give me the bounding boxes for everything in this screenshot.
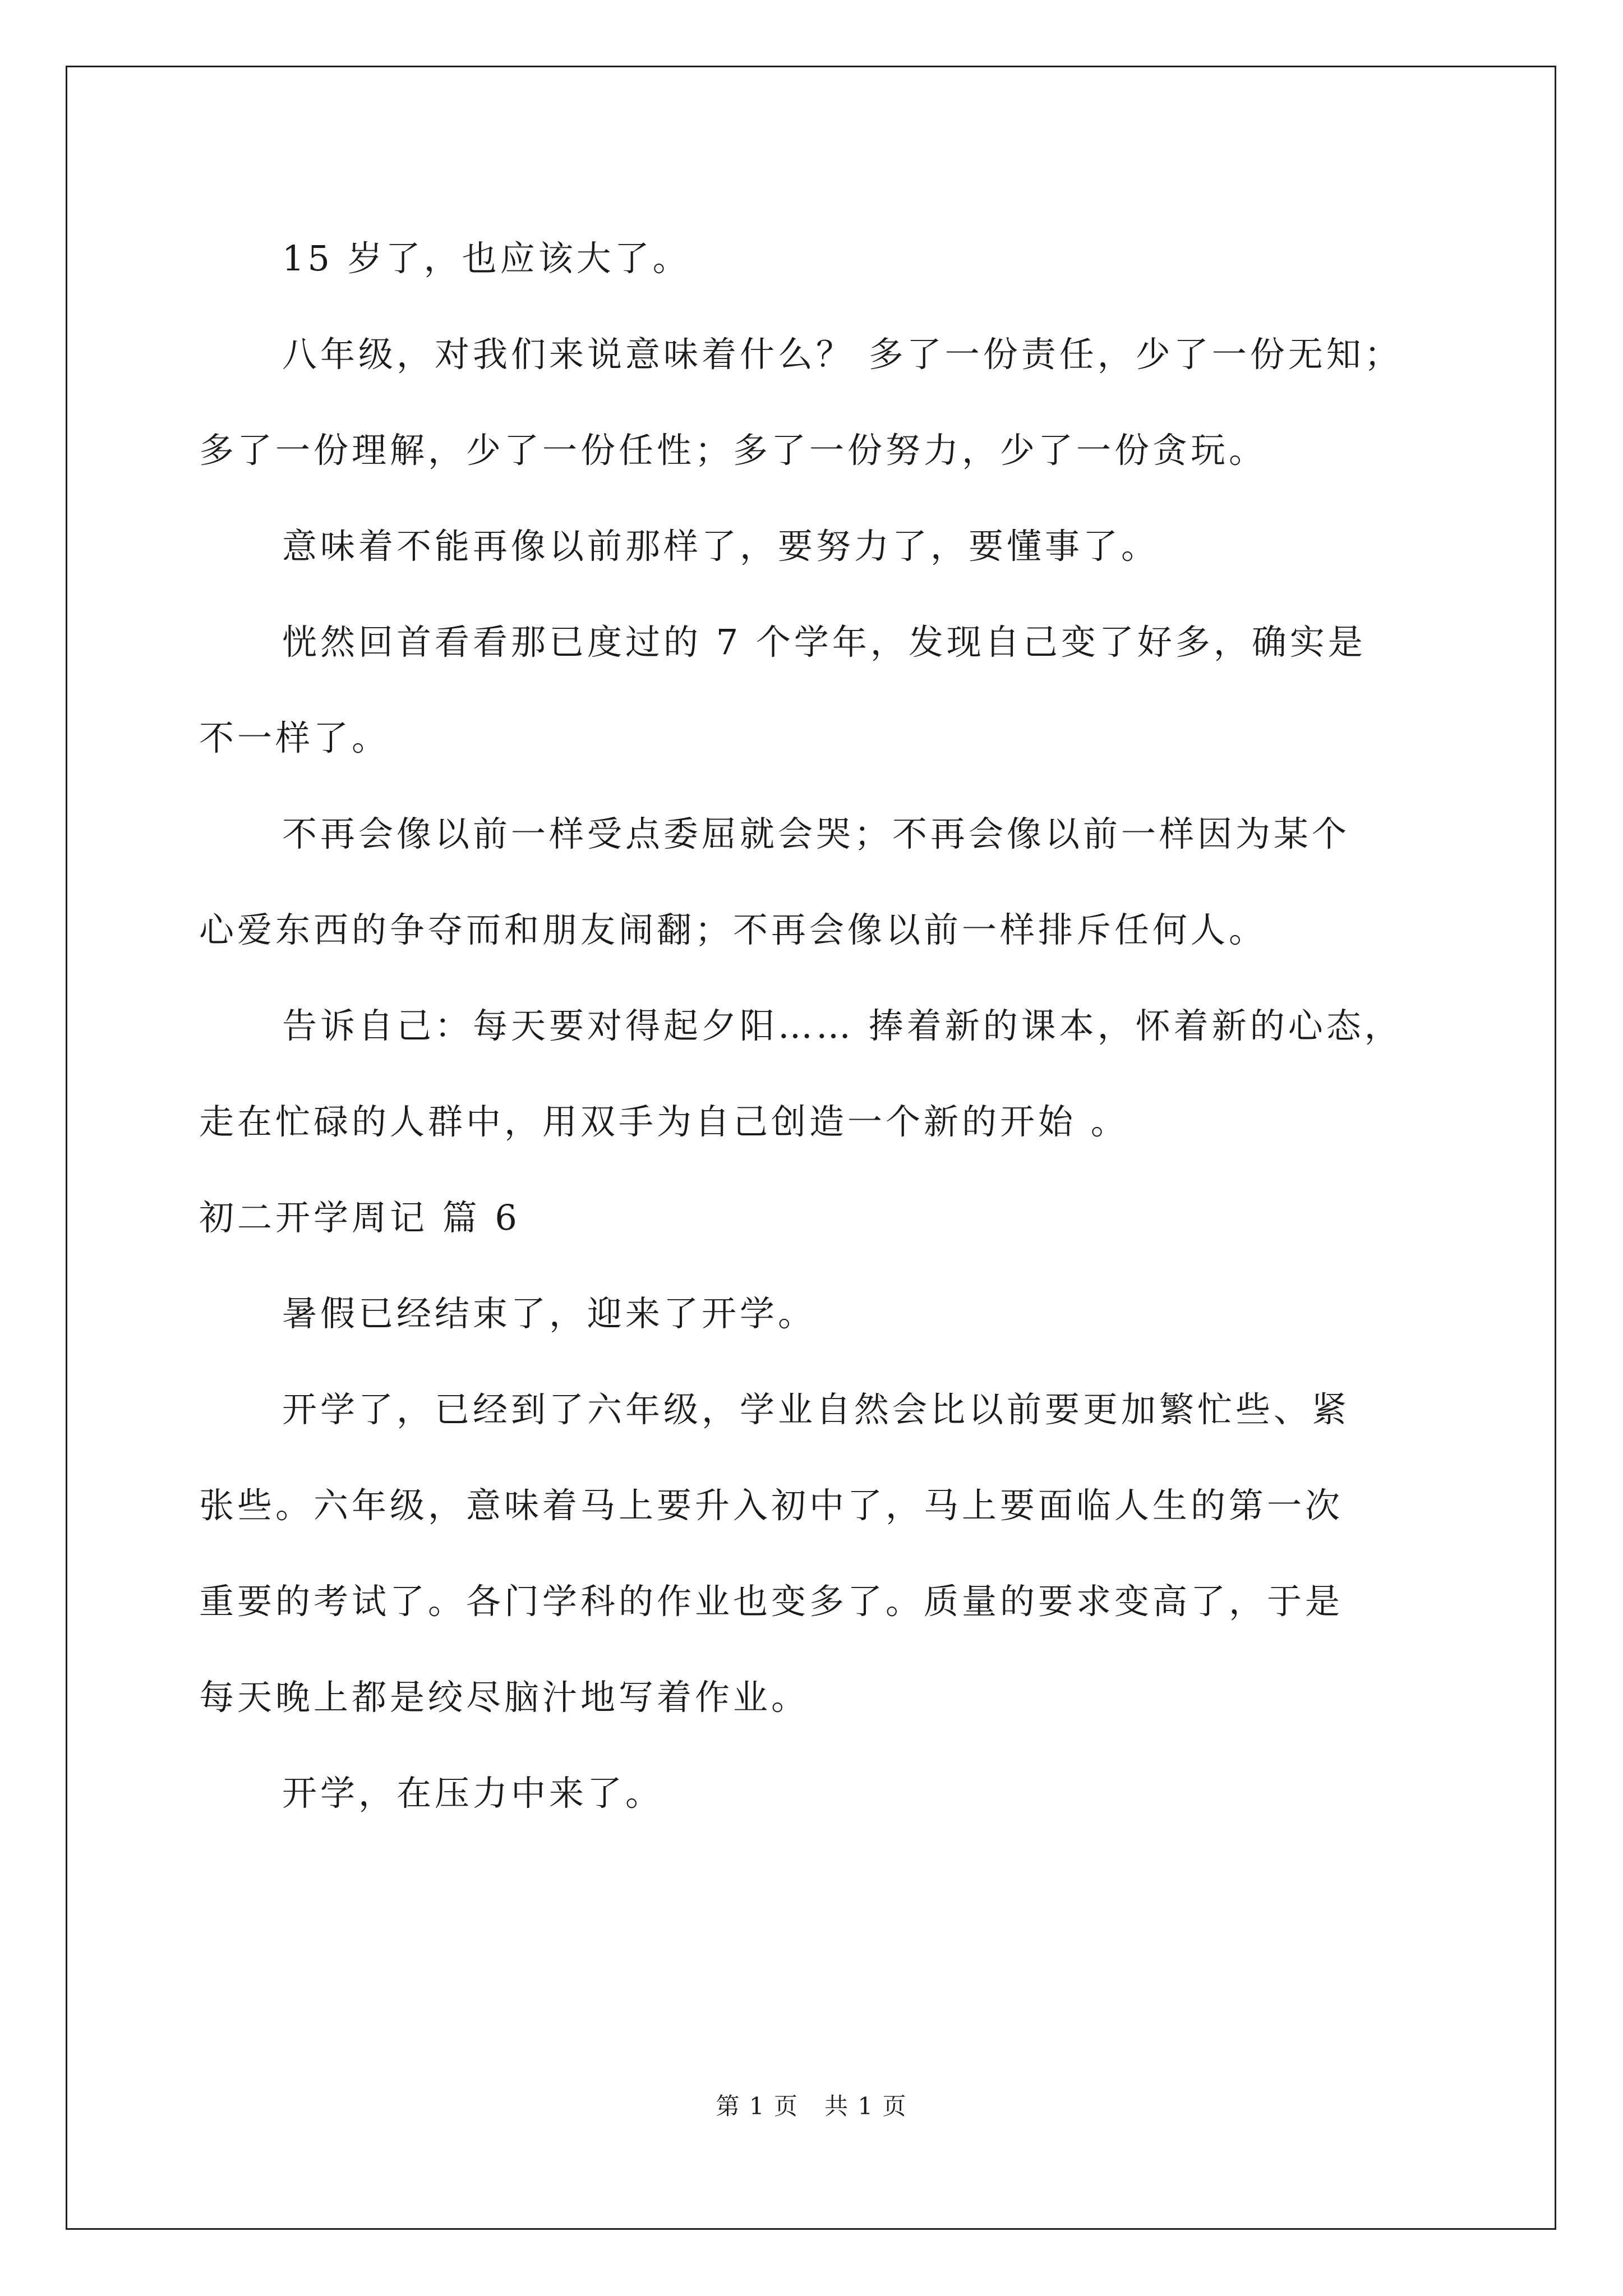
text-line: 开学了，已经到了六年级，学业自然会比以前要更加繁忙些、紧 (282, 1389, 1350, 1430)
text-line: 告诉自己：每天要对得起夕阳…… 捧着新的课本，怀着新的心态， (282, 1005, 1403, 1046)
document-body (199, 210, 1427, 1841)
text-line: 张些。六年级，意味着马上要升入初中了，马上要面临人生的第一次 (199, 1485, 1344, 1526)
text-line: 不一样了。 (199, 717, 390, 758)
text-line: 意味着不能再像以前那样了，要努力了，要懂事了。 (282, 526, 1160, 567)
text-line: 开学，在压力中来了。 (282, 1773, 664, 1814)
text-line: 多了一份理解，少了一份任性；多了一份努力，少了一份贪玩。 (199, 430, 1267, 471)
page-number-footer: 第 1 页 共 1 页 (716, 2092, 907, 2120)
text-line: 每天晚上都是绞尽脑汁地写着作业。 (199, 1677, 810, 1718)
text-line: 15 岁了，也应该大了。 (282, 238, 691, 279)
text-line: 重要的考试了。各门学科的作业也变多了。质量的要求变高了，于是 (199, 1581, 1344, 1622)
text-line: 心爱东西的争夺而和朋友闹翻；不再会像以前一样排斥任何人。 (199, 909, 1267, 950)
text-line: 暑假已经结束了，迎来了开学。 (282, 1293, 817, 1334)
text-line: 走在忙碌的人群中，用双手为自己创造一个新的开始 。 (199, 1101, 1129, 1142)
section-heading: 初二开学周记 篇 6 (199, 1197, 520, 1238)
text-line: 恍然回首看看那已度过的 7 个学年，发现自己变了好多，确实是 (282, 622, 1366, 662)
text-line: 八年级，对我们来说意味着什么？ 多了一份责任，少了一份无知； (282, 334, 1403, 375)
text-line: 不再会像以前一样受点委屈就会哭；不再会像以前一样因为某个 (282, 813, 1350, 854)
